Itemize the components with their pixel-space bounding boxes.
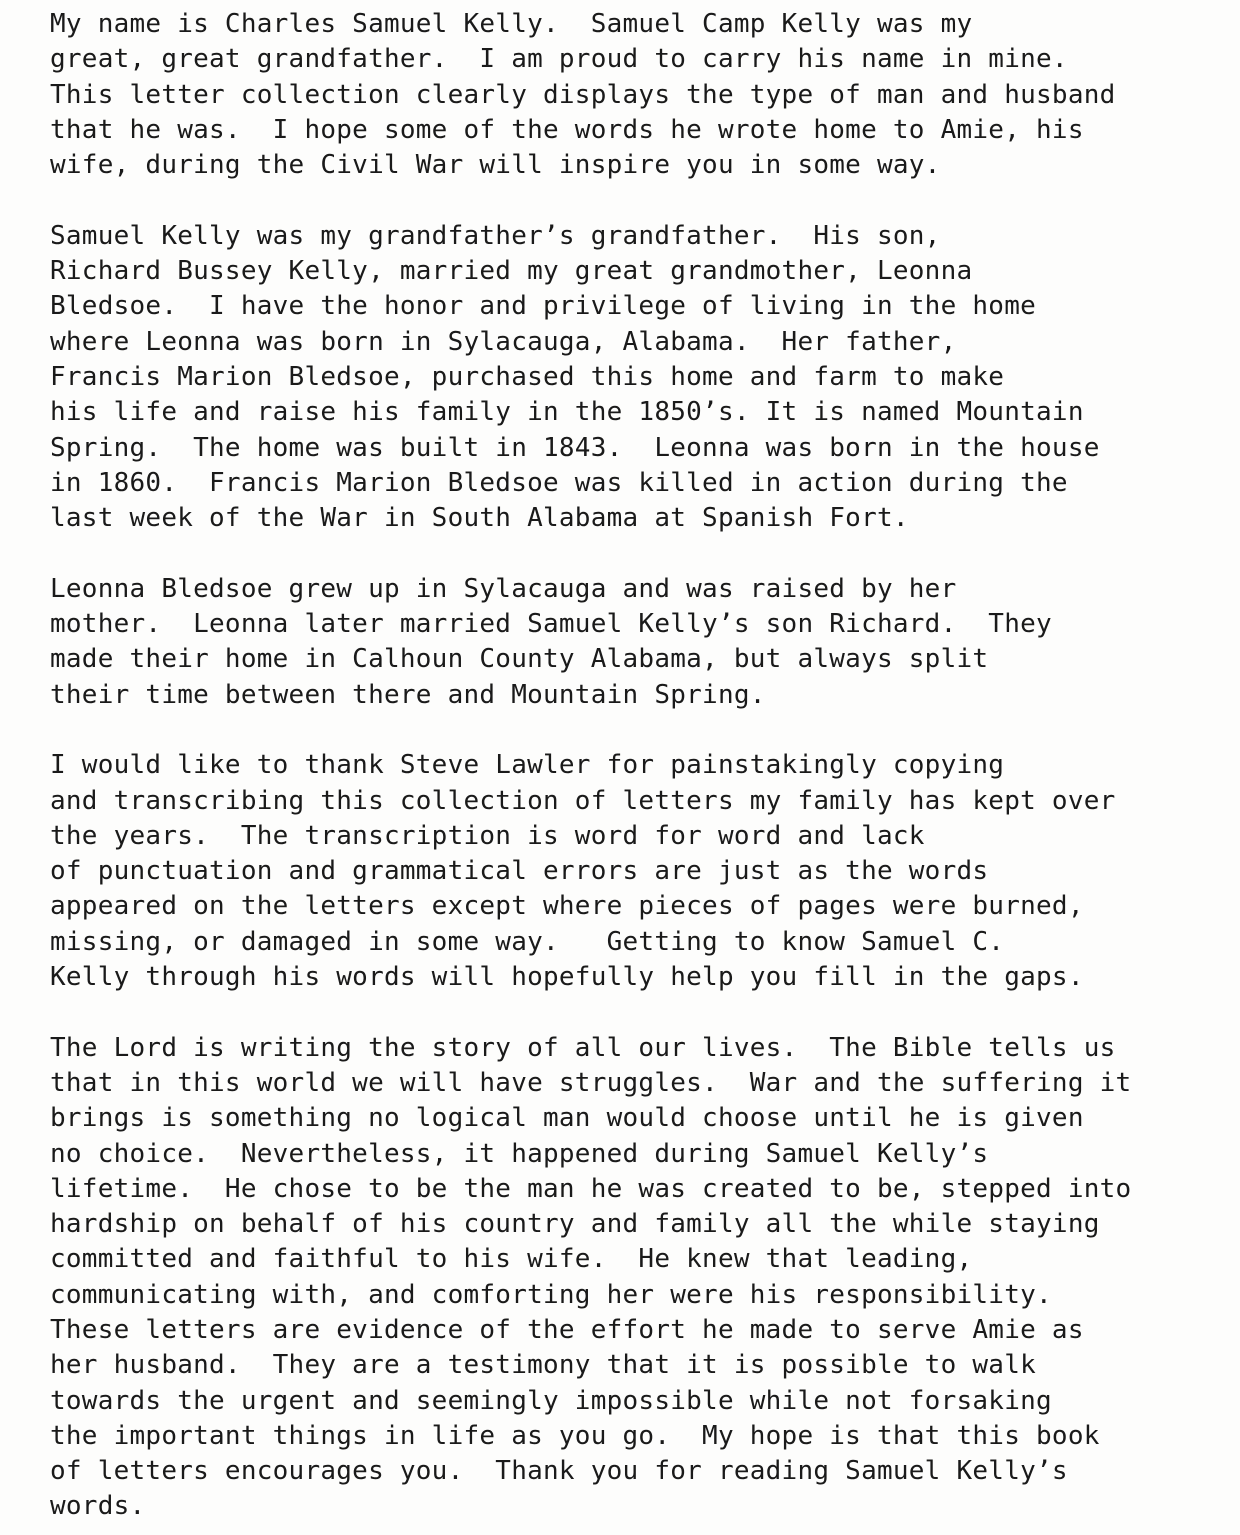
text-line: in 1860. Francis Marion Bledsoe was killed in action during the (50, 467, 1068, 498)
text-line: Richard Bussey Kelly, married my great grandmother, Leonna (50, 256, 973, 287)
text-line: Samuel Kelly was my grandfather’s grandfather. His son, (50, 220, 941, 251)
text-line: of letters encourages you. Thank you for reading Samuel Kelly’s (50, 1456, 1068, 1487)
paragraph-acknowledgement (50, 748, 1220, 995)
text-line: committed and faithful to his wife. He knew that leading, (50, 1244, 973, 1275)
text-line: his life and raise his family in the 1850’s. It is named Mountain (50, 397, 1084, 428)
text-line: her husband. They are a testimony that it is possible to walk (50, 1350, 1037, 1381)
text-line: Spring. The home was built in 1843. Leonna was born in the house (50, 432, 1100, 463)
text-line: the years. The transcription is word for word and lack (50, 820, 925, 851)
text-line: lifetime. He chose to be the man he was created to be, stepped into (50, 1173, 1132, 1204)
text-line: This letter collection clearly displays the type of man and husband (50, 79, 1116, 110)
text-line: appeared on the letters except where pieces of pages were burned, (50, 891, 1084, 922)
text-line: hardship on behalf of his country and family all the while staying (50, 1209, 1100, 1240)
text-line: that in this world we will have struggles. War and the suffering it (50, 1067, 1132, 1098)
text-line: their time between there and Mountain Spring. (50, 679, 766, 710)
text-line: where Leonna was born in Sylacauga, Alabama. Her father, (50, 326, 957, 357)
text-line: wife, during the Civil War will inspire you in some way. (50, 150, 941, 181)
text-line: that he was. I hope some of the words he wrote home to Amie, his (50, 114, 1084, 145)
text-line: The Lord is writing the story of all our lives. The Bible tells us (50, 1032, 1116, 1063)
paragraph-leonna (50, 572, 1220, 713)
text-line: These letters are evidence of the effort he made to serve Amie as (50, 1314, 1084, 1345)
text-line: missing, or damaged in some way. Getting to know Samuel C. (50, 926, 1005, 957)
text-line: no choice. Nevertheless, it happened during Samuel Kelly’s (50, 1138, 989, 1169)
text-line: made their home in Calhoun County Alabama, but always split (50, 644, 989, 675)
text-line: My name is Charles Samuel Kelly. Samuel Camp Kelly was my (50, 9, 973, 39)
text-line: Francis Marion Bledsoe, purchased this home and farm to make (50, 361, 1005, 392)
text-line: Bledsoe. I have the honor and privilege of living in the home (50, 291, 1037, 322)
paragraph-introduction (50, 7, 1220, 183)
paragraph-family-history (50, 219, 1220, 537)
text-line: mother. Leonna later married Samuel Kelly’s son Richard. They (50, 609, 1052, 640)
text-line: words. (50, 1491, 146, 1522)
paragraph-reflection (50, 1031, 1220, 1525)
text-line: of punctuation and grammatical errors are just as the words (50, 856, 989, 887)
text-line: Leonna Bledsoe grew up in Sylacauga and was raised by her (50, 573, 957, 604)
text-line: great, great grandfather. I am proud to carry his name in mine. (50, 44, 1068, 75)
text-line: Kelly through his words will hopefully help you fill in the gaps. (50, 962, 1084, 993)
text-line: brings is something no logical man would choose until he is given (50, 1103, 1084, 1134)
text-line: and transcribing this collection of letters my family has kept over (50, 785, 1116, 816)
text-line: last week of the War in South Alabama at Spanish Fort. (50, 503, 909, 534)
text-line: I would like to thank Steve Lawler for painstakingly copying (50, 750, 1005, 781)
text-line: the important things in life as you go. My hope is that this book (50, 1420, 1100, 1451)
document-body (50, 7, 1220, 1535)
text-line: towards the urgent and seemingly impossible while not forsaking (50, 1385, 1052, 1416)
text-line: communicating with, and comforting her were his responsibility. (50, 1279, 1052, 1310)
